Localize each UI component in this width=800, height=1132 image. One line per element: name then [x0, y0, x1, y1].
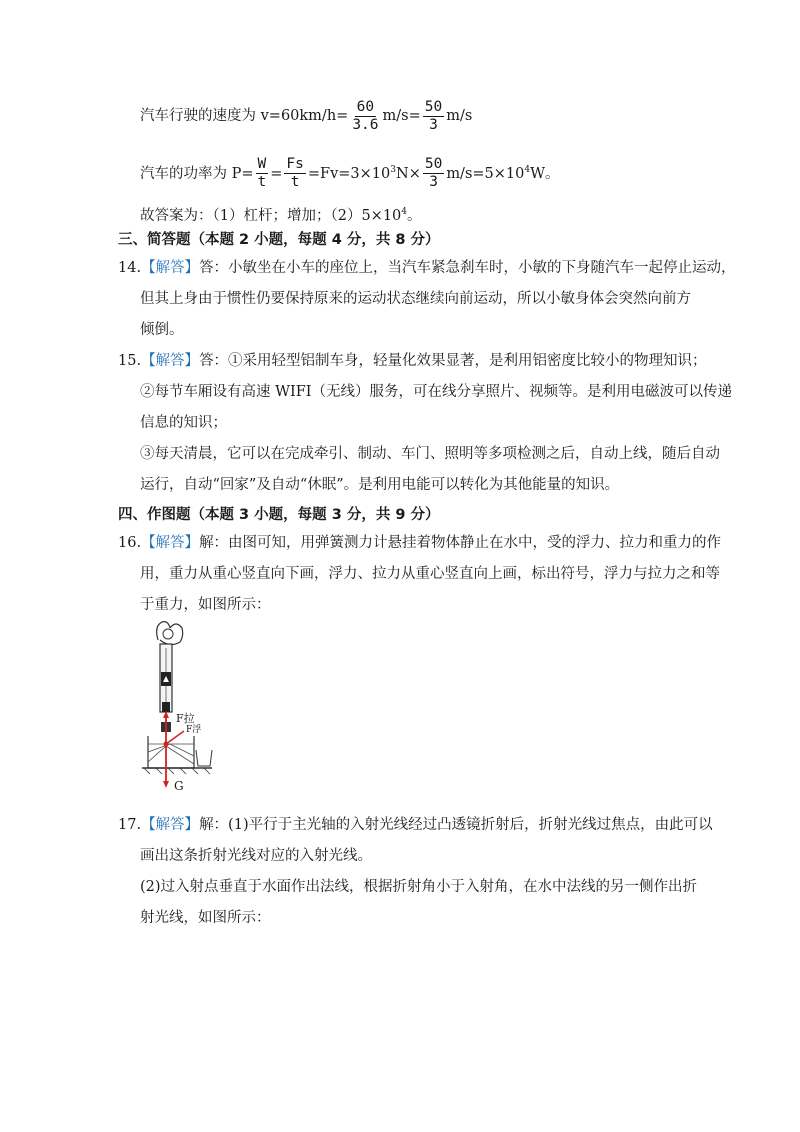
answer-text: 答：①采用轻型铝制车身，轻量化效果显著，是利用铝密度比较小的物理知识；	[199, 353, 707, 369]
section-heading: 四、作图题（本题 3 小题，每题 3 分，共 9 分）	[118, 507, 440, 523]
answer-tag: 【解答】	[141, 353, 200, 369]
answer-text: 。	[407, 207, 422, 224]
q15-line-5: 运行，自动“回家”及自动“休眠”。是利用电能可以转化为其他能量的知识。	[140, 477, 620, 493]
power-equation	[140, 150, 560, 190]
power-text: =Fv=3×10	[307, 165, 391, 182]
exponent: 3	[390, 165, 396, 175]
fraction	[284, 156, 305, 191]
question-number: 16.	[118, 535, 142, 551]
force-diagram	[140, 618, 220, 796]
answer-tag: 【解答】	[141, 535, 200, 551]
speed-equation	[140, 96, 472, 136]
q16-line-3: 于重力，如图所示：	[140, 597, 271, 613]
numerator: 60	[356, 98, 375, 115]
force-diagram-figure	[140, 618, 220, 796]
answer-text: 解：(1)平行于主光轴的入射光线经过凸透镜折射后，折射光线过焦点，由此可以	[199, 817, 713, 833]
answer-tag: 【解答】	[141, 817, 200, 833]
exponent: 4	[524, 165, 531, 175]
section-heading: 三、简答题（本题 2 小题，每题 4 分，共 8 分）	[118, 232, 440, 248]
q16-line-1	[118, 533, 721, 553]
speed-text: m/s=	[382, 108, 421, 124]
answer-line	[140, 202, 422, 226]
q14-line-2: 但其上身由于惯性仍要保持原来的运动状态继续向前运动，所以小敏身体会突然向前方	[140, 291, 691, 307]
numerator: Fs	[286, 156, 304, 173]
question-number: 15.	[118, 353, 142, 369]
q15-line-4: ③每天清晨，它可以在完成牵引、制动、车门、照明等多项检测之后，自动上线，随后自动	[140, 446, 720, 462]
numerator: W	[257, 156, 267, 173]
q17-line-4: 射光线，如图所示：	[140, 910, 271, 926]
numerator: 50	[424, 98, 443, 115]
question-number: 14.	[118, 260, 142, 276]
label-pull-force: F拉	[176, 712, 195, 725]
power-text: N×	[396, 165, 421, 182]
denominator: 3	[429, 116, 438, 133]
fraction	[256, 156, 269, 191]
power-text: W。	[530, 165, 560, 182]
speed-text: m/s	[446, 108, 473, 124]
label-gravity: G	[174, 779, 184, 793]
answer-text: 解：由图可知，用弹簧测力计悬挂着物体静止在水中，受的浮力、拉力和重力的作	[199, 535, 722, 551]
fraction	[350, 99, 380, 134]
numerator: 50	[424, 156, 443, 173]
q17-line-1	[118, 815, 713, 835]
q17-line-3: (2)过入射点垂直于水面作出法线，根据折射角小于入射角，在水中法线的另一侧作出折	[140, 879, 698, 895]
q14-line-3: 倾倒。	[140, 322, 184, 338]
label-buoyant-force: F浮	[186, 725, 202, 735]
q16-line-2: 用，重力从重心竖直向下画，浮力、拉力从重心竖直向上画，标出符号，浮力与拉力之和等	[140, 566, 720, 582]
q17-line-2: 画出这条折射光线对应的入射光线。	[140, 848, 372, 864]
question-number: 17.	[118, 817, 142, 833]
exponent: 4	[401, 207, 408, 217]
q14-line-1	[118, 258, 736, 278]
denominator: 3.6	[352, 116, 379, 133]
answer-text: 答：小敏坐在小车的座位上，当汽车紧急刹车时，小敏的下身随汽车一起停止运动，	[199, 260, 736, 276]
power-text: 汽车的功率为 P=	[140, 165, 254, 182]
answer-text: 故答案为：（1）杠杆；增加；（2）5×10	[140, 207, 402, 224]
denominator: 3	[429, 174, 438, 191]
power-text: =	[270, 165, 283, 182]
answer-tag: 【解答】	[141, 260, 200, 276]
speed-text: 汽车行驶的速度为 v=60km/h=	[140, 108, 349, 124]
fraction	[423, 156, 444, 191]
q15-line-1	[118, 351, 707, 371]
denominator: t	[257, 174, 267, 191]
q15-line-3: 信息的知识；	[140, 415, 227, 431]
denominator: t	[290, 174, 300, 191]
q15-line-2: ②每节车厢设有高速 WIFI（无线）服务，可在线分享照片、视频等。是利用电磁波可以传递	[140, 384, 733, 400]
fraction	[423, 99, 444, 134]
power-text: m/s=5×10	[446, 165, 525, 182]
